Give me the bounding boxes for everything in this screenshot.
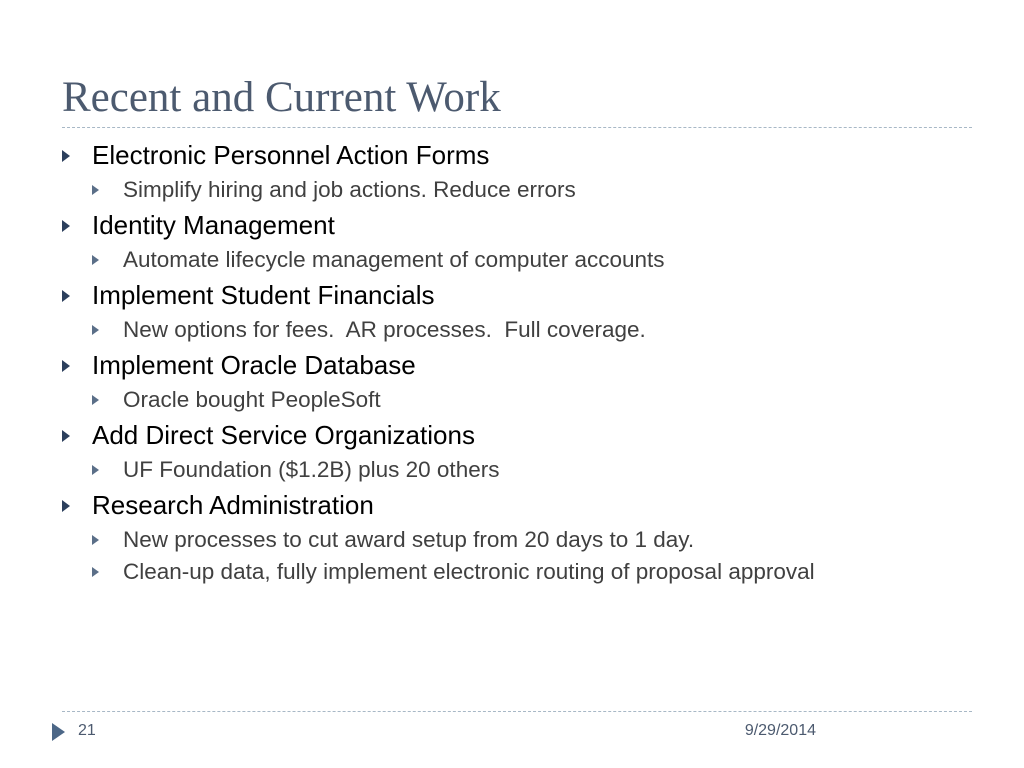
- sub-bullet-item: [92, 385, 962, 415]
- slide-arrow-icon: [52, 723, 65, 741]
- slide-date: 9/29/2014: [744, 722, 816, 739]
- sub-bullet-text: Clean-up data, fully implement electronic routing of proposal approval: [123, 559, 815, 584]
- bullet-text: Implement Student Financials: [92, 280, 435, 310]
- bullet-item: [62, 488, 962, 523]
- bullet-text: Implement Oracle Database: [92, 350, 416, 380]
- bullet-item: [62, 418, 962, 453]
- triangle-bullet-icon: [92, 465, 99, 475]
- bullet-item: [62, 348, 962, 383]
- sub-bullet-item: [92, 525, 962, 555]
- triangle-bullet-icon: [92, 185, 99, 195]
- sub-bullet-item: [92, 175, 962, 205]
- triangle-bullet-icon: [62, 150, 70, 162]
- sub-bullet-text: Simplify hiring and job actions. Reduce errors: [123, 177, 576, 202]
- bullet-text: Research Administration: [92, 490, 374, 520]
- sub-bullet-item: [92, 315, 962, 345]
- bullet-text: Add Direct Service Organizations: [92, 420, 475, 450]
- triangle-bullet-icon: [62, 290, 70, 302]
- triangle-bullet-icon: [92, 567, 99, 577]
- sub-bullet-item: [92, 245, 962, 275]
- sub-bullet-text: New options for fees. AR processes. Full coverage.: [123, 317, 646, 342]
- triangle-bullet-icon: [62, 430, 70, 442]
- bullet-item: [62, 208, 962, 243]
- title-divider: [62, 127, 972, 128]
- triangle-bullet-icon: [92, 325, 99, 335]
- triangle-bullet-icon: [92, 395, 99, 405]
- slide-number: 21: [78, 722, 96, 739]
- bullet-text: Electronic Personnel Action Forms: [92, 140, 490, 170]
- sub-bullet-text: Automate lifecycle management of computer accounts: [123, 247, 665, 272]
- sub-bullet-item: [92, 455, 962, 485]
- footer-divider: [62, 711, 972, 712]
- triangle-bullet-icon: [62, 360, 70, 372]
- sub-bullet-text: UF Foundation ($1.2B) plus 20 others: [123, 457, 500, 482]
- sub-bullet-text: Oracle bought PeopleSoft: [123, 387, 381, 412]
- triangle-bullet-icon: [62, 220, 70, 232]
- sub-bullet-text: New processes to cut award setup from 20 days to 1 day.: [123, 527, 695, 552]
- bullet-item: [62, 138, 962, 173]
- triangle-bullet-icon: [92, 535, 99, 545]
- bullet-text: Identity Management: [92, 210, 335, 240]
- bullet-item: [62, 278, 962, 313]
- triangle-bullet-icon: [62, 500, 70, 512]
- bullet-list: [62, 138, 962, 587]
- triangle-bullet-icon: [92, 255, 99, 265]
- sub-bullet-item: [92, 557, 883, 587]
- slide-title: Recent and Current Work: [62, 74, 501, 121]
